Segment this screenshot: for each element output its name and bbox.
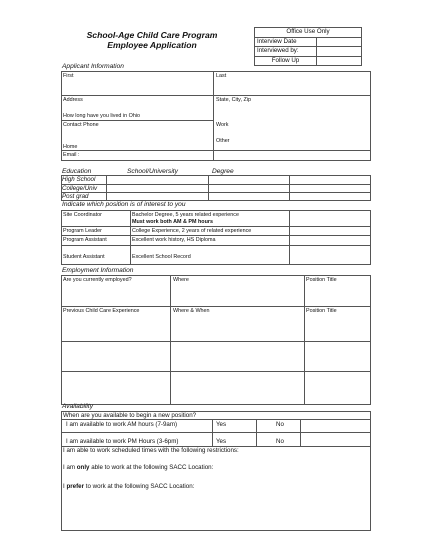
- pm-no-checkbox[interactable]: [257, 433, 299, 445]
- previous-position-title-label: Position Title: [306, 308, 337, 314]
- prefer-location-label: I prefer to work at the following SACC Location:: [63, 483, 195, 490]
- am-no-label: No: [276, 421, 284, 428]
- state-city-zip-label: State, City, Zip: [216, 97, 251, 103]
- am-hours-label: I am available to work AM hours (7-9am): [66, 421, 178, 428]
- follow-up-field[interactable]: [317, 56, 362, 66]
- am-no-checkbox[interactable]: [257, 420, 299, 431]
- position-site-coordinator-req: Bachelor Degree, 5 years related experience: [132, 212, 239, 218]
- where-when-label: Where & When: [173, 308, 210, 314]
- office-use-table: [254, 27, 362, 66]
- only-location-field[interactable]: [62, 472, 369, 482]
- education-section-title: Education: [62, 168, 92, 175]
- am-yes-checkbox[interactable]: [213, 420, 255, 431]
- begin-position-label: When are you available to begin a new position?: [63, 411, 197, 419]
- first-name-label: First: [63, 73, 74, 79]
- position-program-leader: Program Leader: [63, 228, 102, 234]
- interview-date-field[interactable]: [317, 37, 362, 47]
- work-phone-label: Work: [216, 122, 229, 128]
- position-program-assistant-req: Excellent work history, HS Diploma: [132, 237, 216, 243]
- position-checkbox-program-assistant[interactable]: [290, 236, 370, 244]
- restrictions-field[interactable]: [62, 455, 369, 463]
- prefer-emphasis: prefer: [66, 483, 84, 490]
- contact-phone-label: Contact Phone: [63, 122, 99, 128]
- email-label: Email :: [63, 152, 80, 158]
- interviewed-by-label: Interviewed by:: [255, 47, 317, 57]
- position-student-assistant: Student Assistant: [63, 254, 105, 260]
- position-checkbox-student-assistant[interactable]: [290, 246, 370, 264]
- employment-section-title: Employment Information: [62, 267, 134, 274]
- position-program-leader-req: College Experience, 2 years of related experience: [132, 228, 252, 234]
- education-table: [61, 175, 371, 201]
- prefer-location-field[interactable]: [62, 491, 369, 529]
- first-name-field[interactable]: [62, 80, 212, 94]
- last-name-label: Last: [216, 73, 227, 79]
- currently-employed-label: Are you currently employed?: [63, 277, 132, 283]
- title-line-2: Employee Application: [107, 40, 197, 50]
- position-student-assistant-req: Excellent School Record: [132, 254, 191, 260]
- only-emphasis: only: [76, 464, 90, 471]
- restrictions-label: I am able to work scheduled times with the following restrictions:: [63, 447, 239, 454]
- positions-section-title: Indicate which position is of interest to you: [62, 201, 186, 208]
- previous-experience-label: Previous Child Care Experience: [63, 308, 140, 314]
- pm-hours-label: I am available to work PM Hours (3-6pm): [66, 438, 179, 445]
- employment-position-title-label: Position Title: [306, 277, 337, 283]
- pm-no-label: No: [276, 438, 284, 445]
- previous-experience-field[interactable]: [62, 315, 369, 404]
- position-checkbox-program-leader[interactable]: [290, 227, 370, 234]
- education-row-high-school: High School: [62, 176, 96, 183]
- last-name-field[interactable]: [214, 80, 370, 94]
- title-line-1: School-Age Child Care Program: [86, 30, 218, 40]
- position-site-coordinator: Site Coordinator: [63, 212, 102, 218]
- current-employment-field[interactable]: [62, 284, 369, 305]
- office-use-header: Office Use Only: [255, 28, 362, 38]
- other-phone-label: Other: [216, 138, 230, 144]
- education-row-college: College/Univ: [62, 184, 98, 192]
- form-title: [62, 30, 242, 50]
- interview-date-label: Interview Date: [255, 37, 317, 47]
- position-program-assistant: Program Assistant: [63, 237, 107, 243]
- interviewed-by-field[interactable]: [317, 47, 362, 57]
- follow-up-label: Follow Up: [255, 56, 317, 66]
- am-yes-label: Yes: [216, 421, 227, 428]
- address-label: Address: [63, 97, 83, 103]
- home-phone-label: Home: [63, 144, 78, 150]
- applicant-section-title: Applicant Information: [62, 63, 124, 70]
- education-col-degree: Degree: [212, 168, 234, 175]
- pm-yes-label: Yes: [216, 438, 227, 445]
- education-row-post-grad: Post grad: [62, 193, 89, 200]
- how-long-ohio-label: How long have you lived in Ohio: [63, 113, 141, 119]
- position-site-coordinator-note: Must work both AM & PM hours: [132, 219, 213, 225]
- position-checkbox-site-coordinator[interactable]: [290, 211, 370, 225]
- pm-yes-checkbox[interactable]: [213, 433, 255, 445]
- only-location-label: I am only able to work at the following SACC Location:: [63, 464, 214, 471]
- education-col-school: School/University: [127, 168, 178, 175]
- employment-where-label: Where: [173, 277, 189, 283]
- availability-section-title: Availability: [62, 403, 94, 410]
